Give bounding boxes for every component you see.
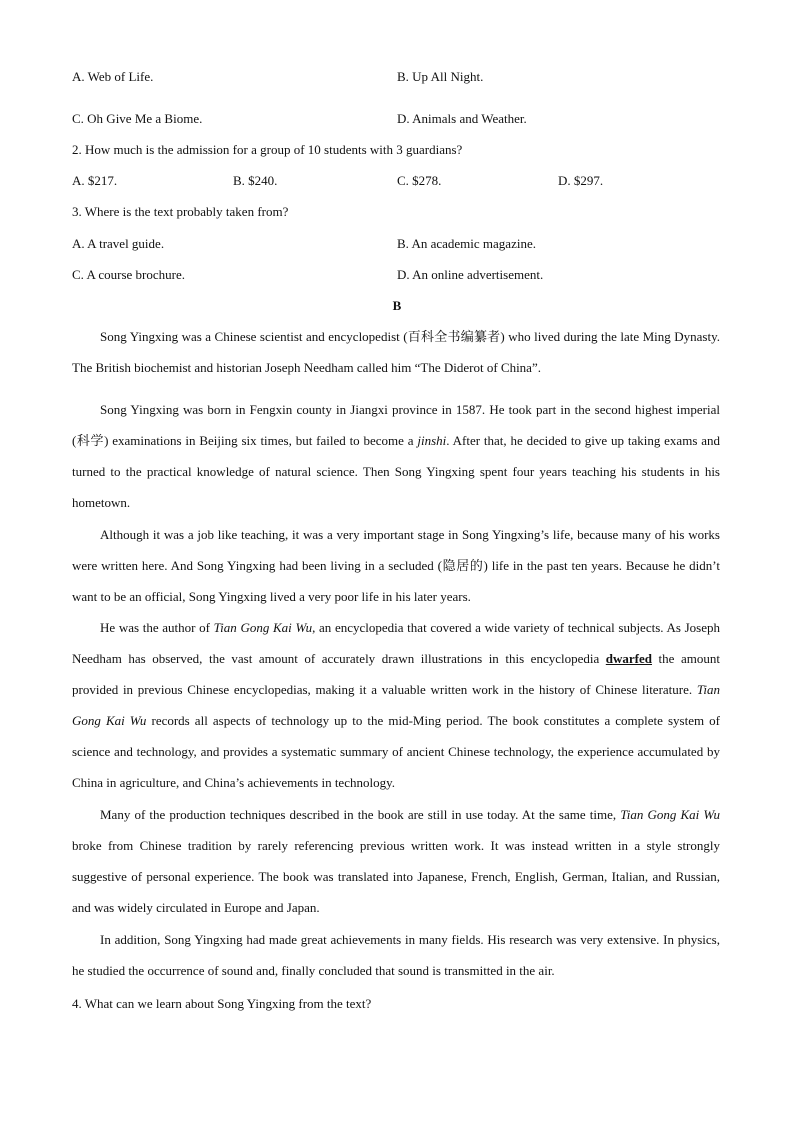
p4-book-title-1: Tian Gong Kai Wu [213, 620, 313, 635]
q2-option-a: A. $217. [72, 173, 118, 188]
q1-option-b: B. Up All Night. [397, 69, 484, 84]
underlined-word-dwarfed: dwarfed [605, 651, 653, 667]
p5-text-b: broke from Chinese tradition by rarely referencing previous written work. It was instead written in a style strongly suggestive of personal experience. The book was translated into Japanese, French, English, German, Italian, and Russian, and was widely circulated in Europe and Japan. [72, 838, 720, 916]
q2-option-d: D. $297. [558, 173, 604, 188]
passage-paragraph-4 [72, 612, 720, 799]
q2-option-b: B. $240. [233, 173, 278, 188]
p4-text-d: records all aspects of technology up to the mid-Ming period. The book constitutes a complete system of science and technology, and provides a systematic summary of ancient Chinese technology, the experience accumulated by China in agriculture, and China’s achievements in technology. [72, 713, 720, 791]
p2-text-start: Song Yingxing was born in Fengxin county in Jiangxi province in 1587. He took part in the second highest imperial (科学) examinations in Beijing six times, but failed to become a [72, 402, 720, 449]
q3-option-b: B. An academic magazine. [397, 236, 536, 251]
q3-option-c: C. A course brochure. [72, 267, 186, 282]
p4-text-c: the amount provided in previous Chinese encyclopedias, making it a valuable written work in the history of Chinese literature. [72, 651, 720, 698]
p2-text-end: . After that, he decided to give up taking exams and turned to the practical knowledge of natural science. Then Song Yingxing spent four years teaching his students in his hometown. [72, 433, 720, 511]
q1-option-row-1 [72, 69, 153, 85]
passage-paragraph-3: Although it was a job like teaching, it was a very important stage in Song Yingxing’s life, because many of his works were written here. And Song Yingxing had been living in a secluded (隐居的) life in the past ten years. Because he didn’t want to be an official, Song Yingxing lived a very poor life in his later years. [72, 527, 720, 605]
q2-option-c: C. $278. [397, 173, 442, 188]
p5-book-title: Tian Gong Kai Wu [620, 807, 720, 822]
q3-option-a: A. A travel guide. [72, 236, 165, 251]
section-heading: B [392, 298, 402, 313]
q1-option-a: A. Web of Life. [72, 69, 154, 84]
p2-italic-term: jinshi [417, 433, 447, 449]
p5-text-a: Many of the production techniques described in the book are still in use today. At the same time, [100, 807, 621, 822]
q1-option-c: C. Oh Give Me a Biome. [72, 111, 203, 126]
passage-paragraph-5 [72, 799, 720, 923]
q3-stem: 3. Where is the text probably taken from? [72, 204, 289, 219]
q1-option-d: D. Animals and Weather. [397, 111, 527, 126]
p4-text-a: He was the author of [100, 620, 214, 635]
q2-stem: 2. How much is the admission for a group of 10 students with 3 guardians? [72, 142, 463, 157]
passage-paragraph-2 [72, 394, 720, 518]
q3-option-d: D. An online advertisement. [397, 267, 544, 282]
p4-book-title-2: Tian Gong Kai Wu [72, 682, 720, 729]
p4-text-b: , an encyclopedia that covered a wide variety of technical subjects. As Joseph Needham has observed, the vast amount of accurately drawn illustrations in this encyclopedia [72, 620, 720, 667]
passage-paragraph-1: Song Yingxing was a Chinese scientist and encyclopedist (百科全书编纂者) who lived during the late Ming Dynasty. The British biochemist and historian Joseph Needham called him “The Diderot of China”. [72, 329, 720, 376]
q4-stem: 4. What can we learn about Song Yingxing from the text? [72, 996, 372, 1011]
passage-paragraph-6: In addition, Song Yingxing had made great achievements in many fields. His research was very extensive. In physics, he studied the occurrence of sound and, finally concluded that sound is transmitted in the air. [72, 932, 720, 979]
